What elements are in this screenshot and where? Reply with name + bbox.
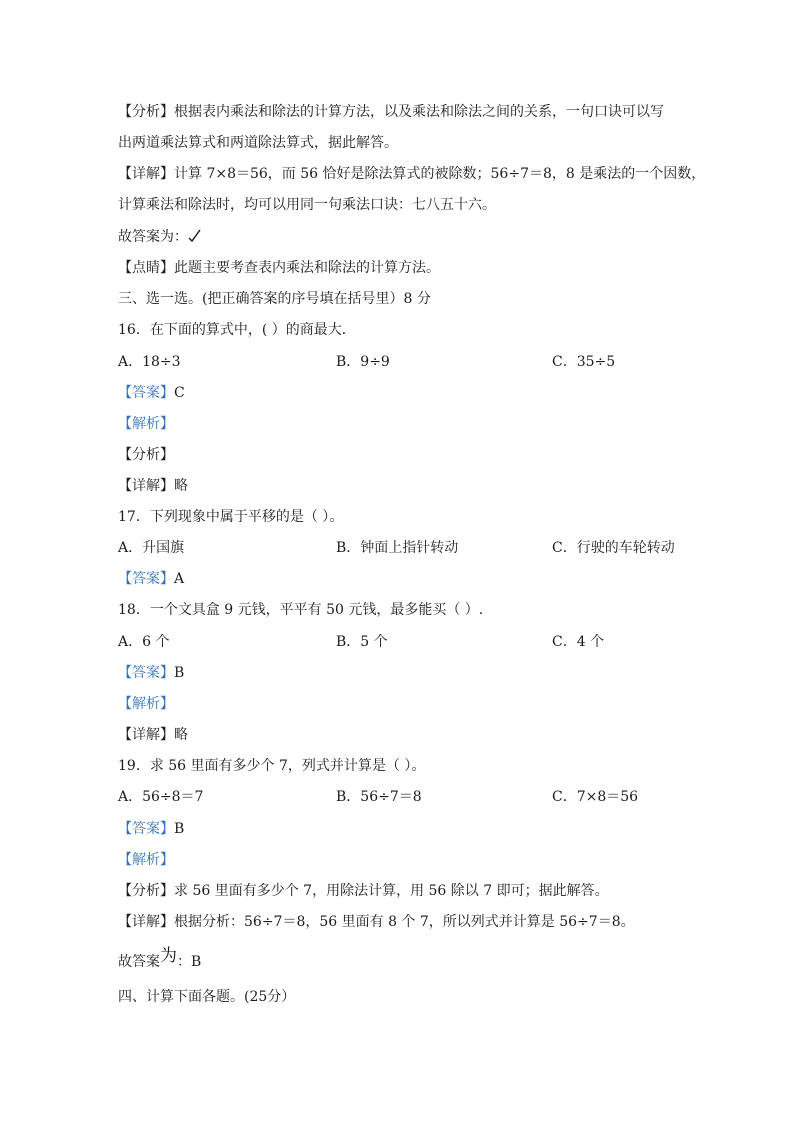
detail-text: 根据分析：56÷7＝8，56 里面有 8 个 7，所以列式并计算是 56÷7＝8。 bbox=[174, 914, 635, 930]
q18-option-a: A．6 个 bbox=[118, 634, 170, 650]
analysis-tag: 【分析】 bbox=[118, 883, 174, 899]
analysis-line-2 bbox=[118, 134, 398, 152]
detail-line-1 bbox=[118, 165, 705, 183]
detail-text: 略 bbox=[174, 727, 188, 743]
q16-option-a: A．18÷3 bbox=[118, 354, 181, 370]
q18-option-b: B．5 个 bbox=[336, 634, 388, 650]
detail-tag: 【详解】 bbox=[118, 914, 174, 930]
q17-option-a: A．升国旗 bbox=[118, 540, 185, 556]
answer-value: B bbox=[174, 821, 185, 837]
q16-answer bbox=[118, 384, 185, 402]
comment-tag: 【点睛】 bbox=[118, 260, 174, 276]
q19-explain-tag: 【解析】 bbox=[118, 852, 174, 868]
q19-detail bbox=[118, 913, 635, 931]
detail-tag: 【详解】 bbox=[118, 727, 174, 743]
analysis-text: 根据表内乘法和除法的计算方法，以及乘法和除法之间的关系，一句口诀可以写 bbox=[174, 104, 664, 120]
detail-line-2 bbox=[118, 196, 496, 214]
answer-tag: 【答案】 bbox=[118, 385, 174, 401]
q17-option-c: C．行驶的车轮转动 bbox=[552, 540, 675, 556]
comment-line bbox=[118, 259, 440, 277]
answer-tag: 【答案】 bbox=[118, 665, 174, 681]
q18-explain-tag: 【解析】 bbox=[118, 696, 174, 712]
analysis-text: 求 56 里面有多少个 7，用除法计算，用 56 除以 7 即可；据此解答。 bbox=[174, 883, 609, 899]
detail-text: 计算乘法和除法时，均可以用同一句乘法口诀：七八五十六。 bbox=[118, 197, 496, 213]
answer-value: B bbox=[174, 665, 185, 681]
answer-tag: 【答案】 bbox=[118, 571, 174, 587]
analysis-tag: 【分析】 bbox=[118, 104, 174, 120]
answer-prefix: 故答案为： bbox=[118, 229, 188, 245]
q19-option-a: A．56÷8＝7 bbox=[118, 789, 204, 805]
q16-option-c: C．35÷5 bbox=[552, 354, 616, 370]
analysis-text: 出两道乘法算式和两道除法算式，据此解答。 bbox=[118, 135, 398, 151]
check-mark-icon bbox=[188, 229, 202, 243]
q19-analysis bbox=[118, 882, 609, 900]
question-19-stem: 19．求 56 里面有多少个 7，列式并计算是（ ）。 bbox=[118, 758, 426, 774]
final-text: 故答案 bbox=[118, 954, 160, 970]
q18-option-c: C．4 个 bbox=[552, 634, 605, 650]
answer-value: A bbox=[174, 571, 185, 587]
q19-option-c: C．7×8＝56 bbox=[552, 789, 639, 805]
section-3-title: 三、选一选。(把正确答案的序号填在括号里）8 分 bbox=[118, 291, 431, 307]
detail-text: 计算 7×8＝56，而 56 恰好是除法算式的被除数；56÷7＝8，8 是乘法的一个因数， bbox=[174, 166, 706, 182]
q17-option-b: B．钟面上指针转动 bbox=[336, 540, 459, 556]
q16-explain-tag: 【解析】 bbox=[118, 416, 174, 432]
detail-tag: 【详解】 bbox=[118, 478, 174, 494]
section-4-title: 四、计算下面各题。(25分） bbox=[118, 989, 296, 1005]
q16-analysis-tag: 【分析】 bbox=[118, 447, 174, 463]
q18-answer bbox=[118, 664, 184, 682]
detail-text: 略 bbox=[174, 478, 188, 494]
q16-detail bbox=[118, 477, 188, 495]
question-16-stem: 16．在下面的算式中，( ）的商最大． bbox=[118, 322, 356, 338]
q18-detail bbox=[118, 726, 188, 744]
final-text: 为 bbox=[160, 946, 177, 966]
q19-option-b: B．56÷7＝8 bbox=[336, 789, 422, 805]
question-18-stem: 18．一个文具盒 9 元钱，平平有 50 元钱，最多能买（ ）. bbox=[118, 602, 484, 618]
answer-value: C bbox=[174, 385, 185, 401]
answer-tag: 【答案】 bbox=[118, 821, 174, 837]
comment-text: 此题主要考查表内乘法和除法的计算方法。 bbox=[174, 260, 440, 276]
final-text: ：B bbox=[177, 954, 202, 970]
q19-answer bbox=[118, 820, 184, 838]
detail-tag: 【详解】 bbox=[118, 166, 174, 182]
q19-final-answer bbox=[118, 946, 202, 971]
q17-answer bbox=[118, 570, 184, 588]
analysis-line-1 bbox=[118, 103, 664, 121]
answer-line bbox=[118, 228, 202, 246]
question-17-stem: 17．下列现象中属于平移的是（ ）。 bbox=[118, 509, 344, 525]
q16-option-b: B．9÷9 bbox=[336, 354, 390, 370]
